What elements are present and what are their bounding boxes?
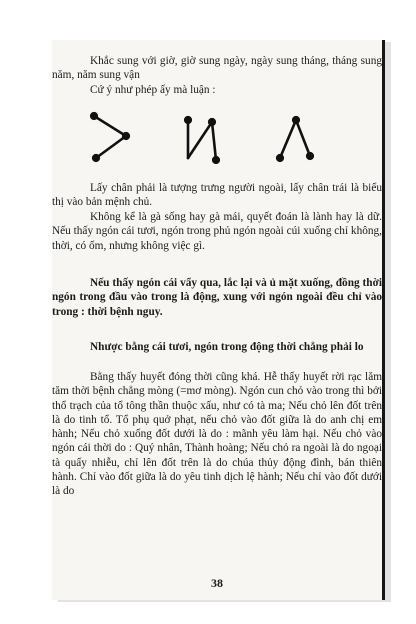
paragraph-7: Bằng thấy huyết đóng thời cũng khá. Hễ thấy huyết rời rạc lăm tăm thời bệnh chẳng mòng (=mơ mòng). Ngón cun chỏ vào trong thì bởi thổ trạch của tổ tông thần thuộc xấu, như có tà ma; Nếu chỏ lên đốt trên là do tinh tổ. Tổ phụ quở phạt, nếu chỏ vào đốt giữa là do anh chị em hành; Nếu chỏ xuống đốt dưới là do : mãnh yêu làm hại. Nếu chỏ vào ngón cái thời do : Quý nhân, Thành hoàng; Nếu chỏ ra ngoài là do ngoại tà quấy nhiễu, chỉ lên đốt trên là do chúa thủy động đình, bán thiên hành. Chỉ vào đốt giữa là do yêu tinh dịch lệ hành; Nếu chỉ vào đốt dưới là do: [52, 371, 382, 498]
chicken-foot-diagrams: [82, 106, 352, 166]
paragraph-5: Nếu thấy ngón cái vẩy qua, lắc lại và ủ mặt xuống, đồng thời ngón trong đầu vào trong là động, xung với ngón ngoài đều chỉ vào trong : thời bệnh nguy.: [52, 277, 382, 318]
paragraph-6: Nhược bằng cái tươi, ngón trong động thời chẳng phải lo: [90, 341, 364, 353]
page-number: 38: [211, 576, 223, 590]
paragraph-intro: [52, 54, 382, 97]
book-page: [52, 40, 385, 600]
paragraph-3: Lấy chân phải là tượng trưng người ngoài, lấy chân trái là biểu thị vào bản mệnh chủ.: [52, 182, 382, 209]
paragraph-4: Không kể là gà sống hay gà mái, quyết đoán là lành hay là dữ. Nếu thấy ngón cái tươi, ngón trong phủ ngón ngoài cúi xuống chỉ không, thời, có ốm, nhưng không việc gì.: [52, 211, 382, 252]
foot-diagram-2: [185, 117, 219, 163]
foot-diagrams-svg: [82, 106, 352, 166]
paragraph-1-text: Khắc sung với giờ, giờ sung ngày, ngày sung tháng, tháng sung năm, năm sung vận: [52, 55, 382, 82]
paragraph-2-text: Cứ ý như phép ấy mà luận :: [90, 83, 216, 96]
foot-diagram-1: [91, 113, 129, 161]
foot-diagram-3: [277, 117, 313, 161]
